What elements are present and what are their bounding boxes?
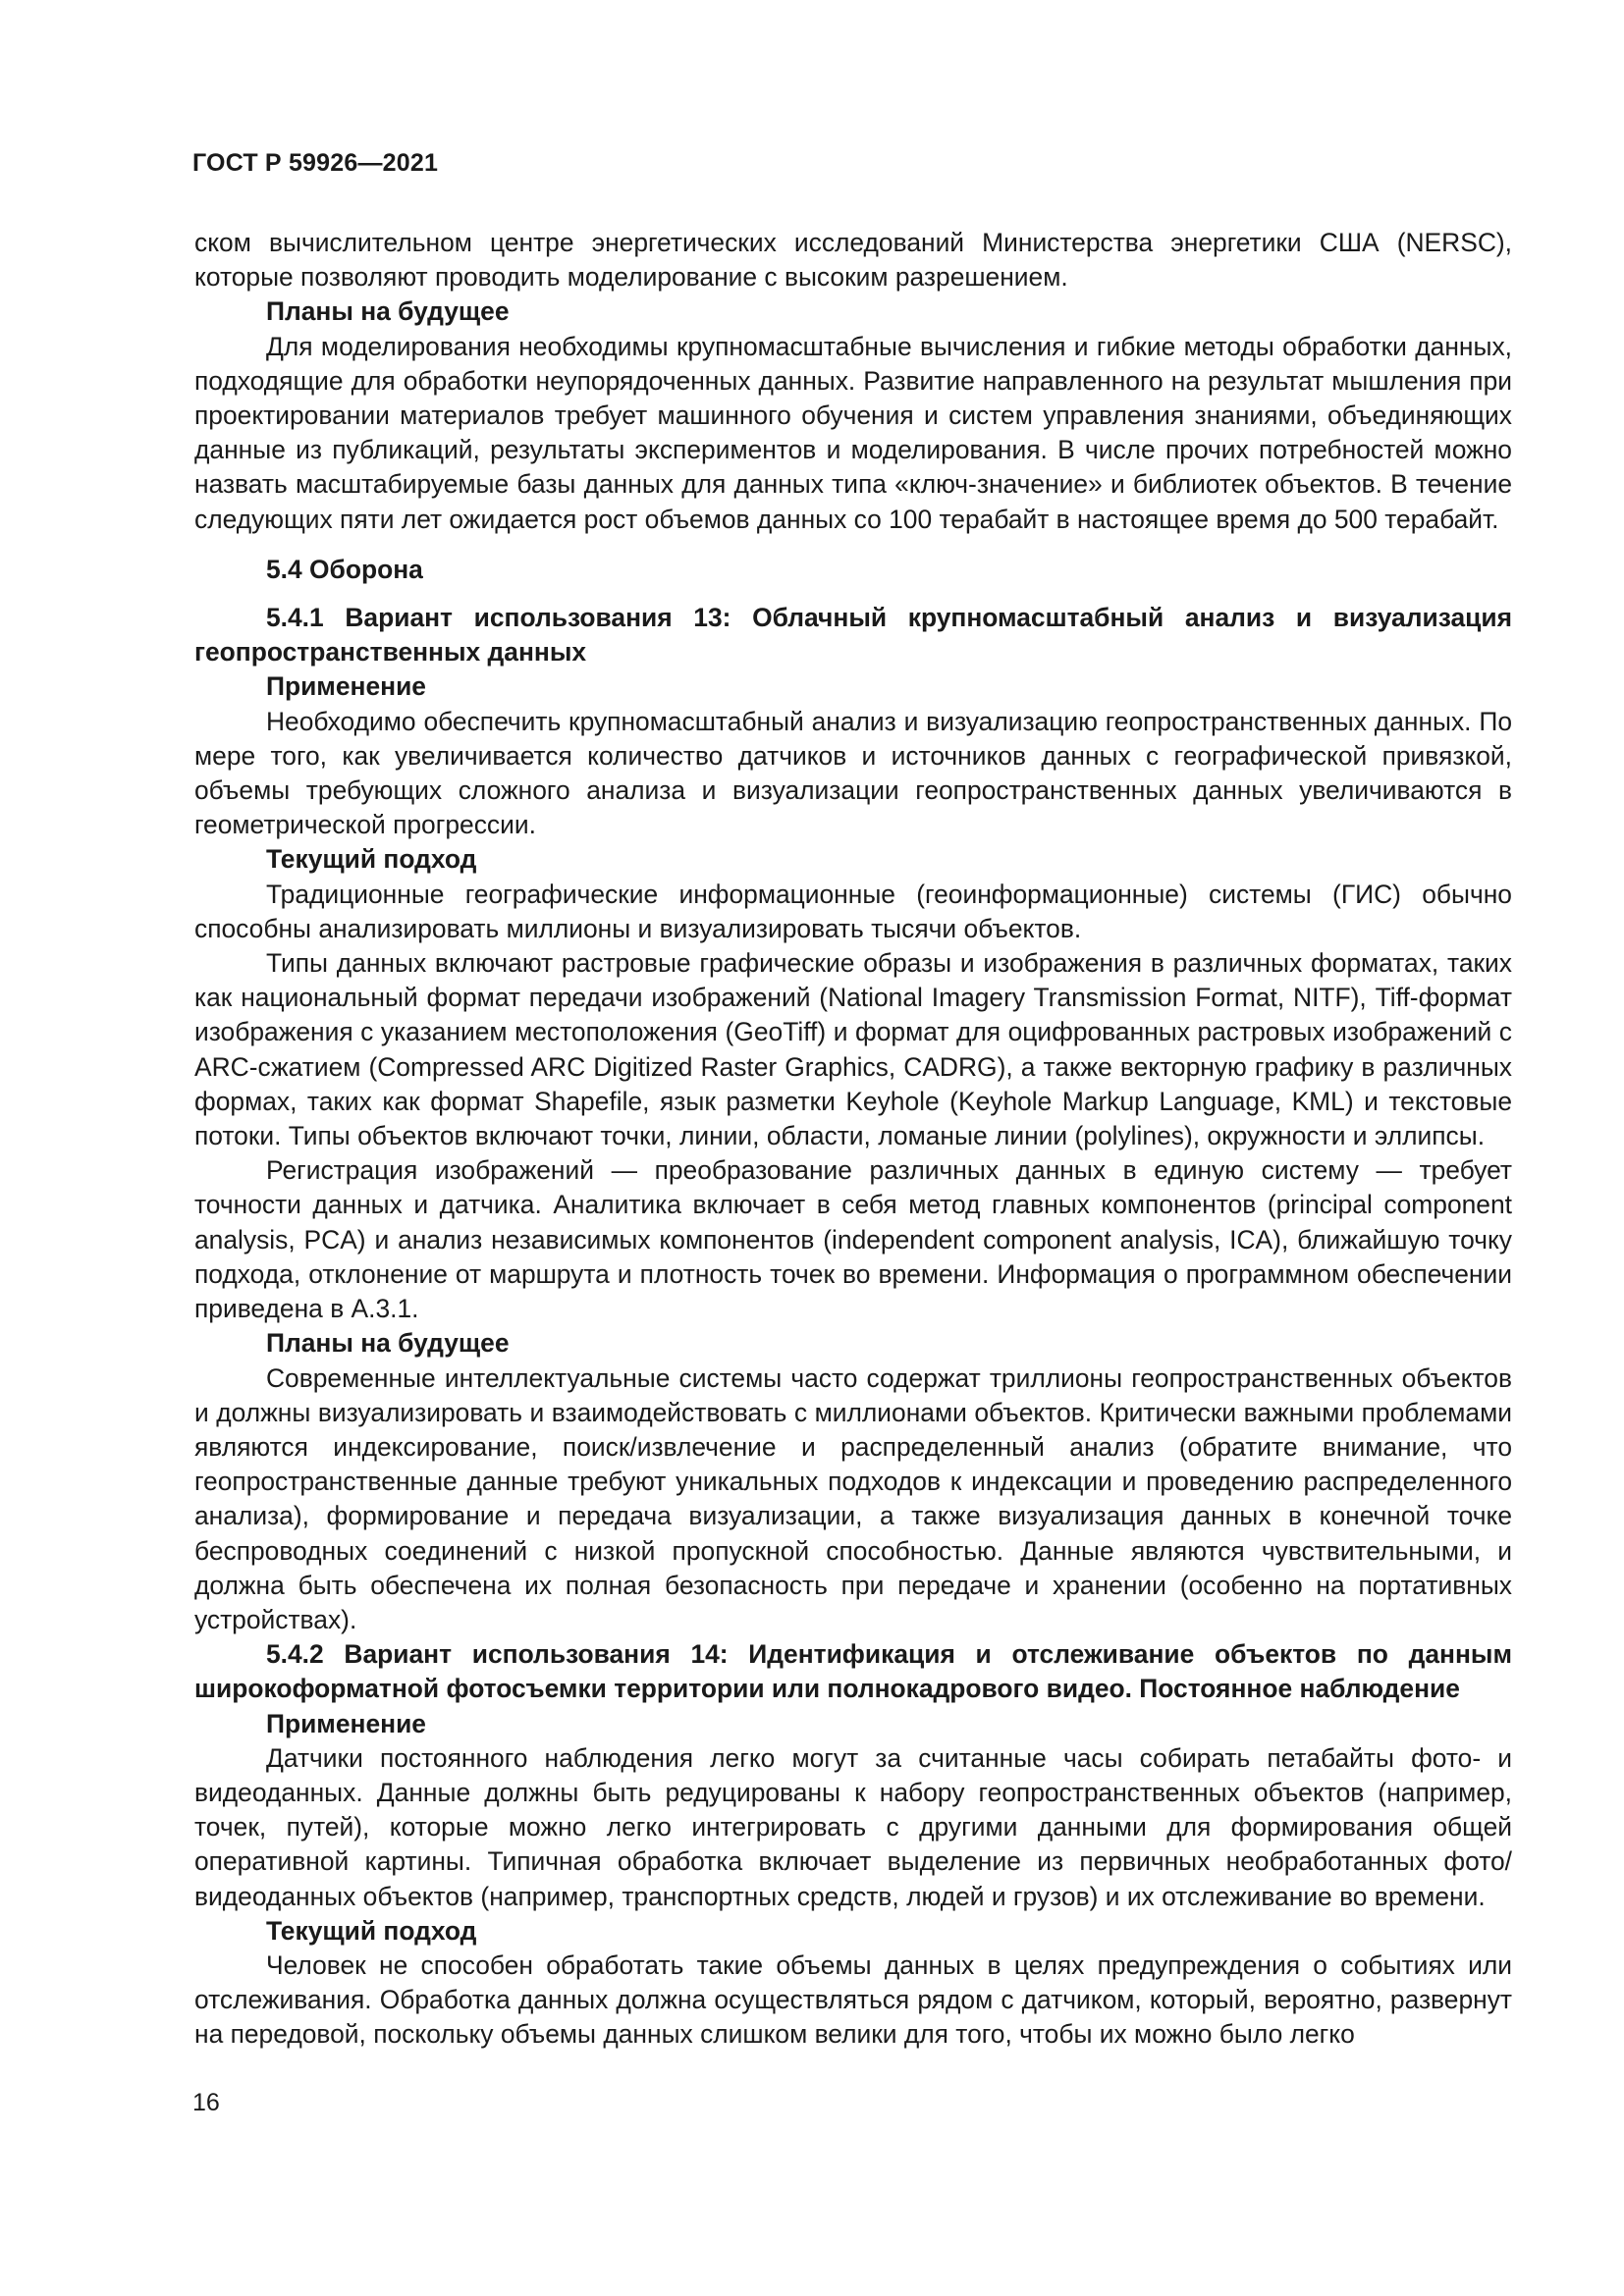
heading-application-2: Применение: [266, 1708, 426, 1738]
subsection-heading-use-case-14: 5.4.2 Вариант использования 14: Идентификация и отслеживание объектов по данным широкоформатной фотосъемки территории или полнокадрового видео. Постоянное наблюдение: [194, 1639, 1512, 1704]
paragraph-future-plans: Для моделирования необходимы крупномасштабные вычисления и гибкие методы обработки данных, подходящие для обработки неупорядоченных данных. Развитие направленного на результат мышления при проектировании материалов требует машинного обучения и систем управления знаниями, объединяющих данные из публикаций, результаты экспериментов и моделирования. В числе прочих потребностей можно назвать масштабируемые базы данных для данных типа «ключ-значение» и библиотек объектов. В течение следующих пяти лет ожидается рост объемов данных со 100 терабайт в настоящее время до 500 терабайт.: [194, 331, 1512, 534]
paragraph-application: Необходимо обеспечить крупномасштабный анализ и визуализацию геопространственных данных. По мере того, как увеличивается количество датчиков и источников данных с географической привязкой, объемы требующих сложного анализа и визуализации геопространственных данных увеличиваются в геометрической прогрессии.: [194, 706, 1512, 840]
paragraph-current-approach-registration: Регистрация изображений — преобразование различных данных в единую систему — требует точности данных и датчика. Аналитика включает в себя метод главных компонентов (principal component analysis, PCA) и анализ независимых компонентов (independent component analysis, ICA), ближайшую точку подхода, отклонение от маршрута и плотность точек во времени. Информация о программном обеспечении приведена в А.3.1.: [194, 1155, 1512, 1324]
heading-current-approach: Текущий подход: [266, 844, 477, 875]
page-number: 16: [192, 2089, 220, 2116]
document-header: ГОСТ Р 59926—2021: [192, 149, 439, 177]
document-body: [194, 226, 1512, 2053]
paragraph-future-plans-2: Современные интеллектуальные системы часто содержат триллионы геопространственных объектов и должны визуализировать и взаимодействовать с миллионами объектов. Критически важными проблемами являются индексирование, поиск/извлечение и распределенный анализ (обратите внимание, что геопространственные данные требуют уникальных подходов к индексации и проведению распределенного анализа), формирование и передача визуализации, а также визуализация данных в конечной точке беспроводных соединений с низкой пропускной способностью. Данные являются чувствительными, и должна быть обеспечена их полная безопасность при передаче и хранении (особенно на портативных устройствах).: [194, 1362, 1512, 1634]
paragraph-current-approach-2: Человек не способен обработать такие объемы данных в целях предупреждения о событиях или отслеживания. Обработка данных должна осуществляться рядом с датчиком, который, вероятно, развернут на передовой, поскольку объемы данных слишком велики для того, чтобы их можно было легко: [194, 1949, 1512, 2050]
heading-future-plans: Планы на будущее: [266, 296, 510, 327]
paragraph-application-2: Датчики постоянного наблюдения легко могут за считанные часы собирать петабайты фото- и видеоданных. Данные должны быть редуцированы к набору геопространственных объектов (например, точек, путей), которые можно легко интегрировать с другими данными для формирования общей оперативной картины. Типичная обработка включает выделение из первичных необработанных фото/видеоданных объектов (например, транспортных средств, людей и грузов) и их отслеживание во времени.: [194, 1742, 1512, 1911]
heading-current-approach-2: Текущий подход: [266, 1915, 477, 1946]
paragraph-current-approach-gis: Традиционные географические информационные (геоинформационные) системы (ГИС) обычно способны анализировать миллионы и визуализировать тысячи объектов.: [194, 879, 1512, 943]
paragraph-current-approach-data-types: Типы данных включают растровые графические образы и изображения в различных форматах, таких как национальный формат передачи изображений (National Imagery Transmission Format, NITF), Tiff-формат изображения с указанием местоположения (GeoTiff) и формат для оцифрованных растровых изображений с ARC-сжатием (Compressed ARC Digitized Raster Graphics, CADRG), а также векторную графику в различных формах, таких как формат Shapefile, язык разметки Keyhole (Keyhole Markup Language, KML) и текстовые потоки. Типы объектов включают точки, линии, области, ломаные линии (polylines), окружности и эллипсы.: [194, 948, 1512, 1151]
heading-future-plans-2: Планы на будущее: [266, 1328, 510, 1359]
heading-application: Применение: [266, 671, 426, 702]
subsection-heading-use-case-13: 5.4.1 Вариант использования 13: Облачный крупномасштабный анализ и визуализация геопространственных данных: [194, 603, 1512, 667]
paragraph-intro: ском вычислительном центре энергетических исследований Министерства энергетики США (NERSC), которые позволяют проводить моделирование с высоким разрешением.: [194, 228, 1512, 293]
section-heading-defense: 5.4 Оборона: [266, 554, 423, 584]
